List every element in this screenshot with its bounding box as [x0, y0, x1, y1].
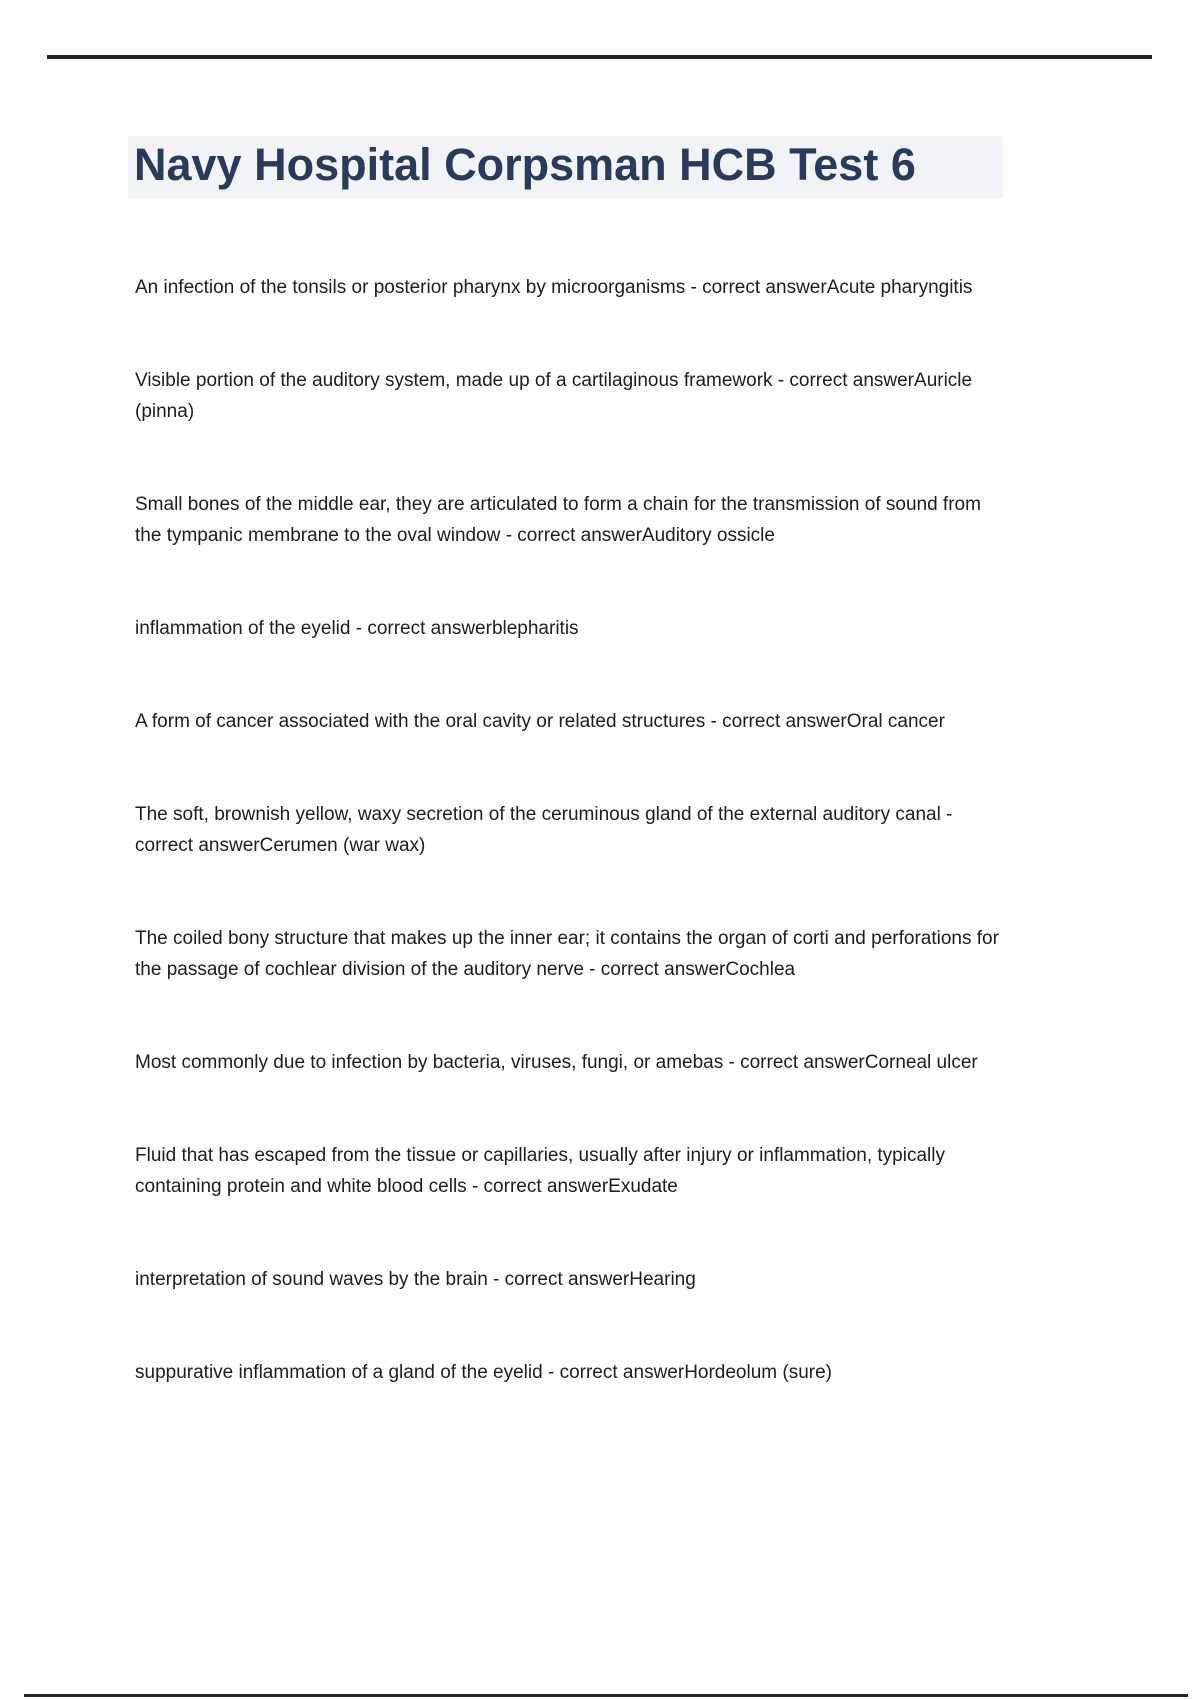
answer-text: blepharitis: [491, 618, 579, 639]
answer-separator: - correct answer: [705, 711, 847, 732]
qa-item: [135, 1140, 1003, 1202]
question-text: suppurative inflammation of a gland of the eyelid: [135, 1362, 543, 1383]
page-title: Navy Hospital Corpsman HCB Test 6: [128, 136, 1003, 198]
qa-list: [135, 272, 1003, 1450]
answer-separator: - correct answer: [135, 804, 953, 856]
qa-item: [135, 365, 1003, 427]
answer-text: Auricle (pinna): [135, 370, 973, 422]
question-text: The coiled bony structure that makes up the inner ear; it contains the organ of corti and perforations for the passage of cochlear division of the auditory nerve: [135, 928, 999, 980]
qa-item: [135, 706, 1003, 737]
answer-text: Oral cancer: [846, 711, 945, 732]
qa-item: [135, 1357, 1003, 1388]
answer-text: Hordeolum (sure): [684, 1362, 833, 1383]
question-text: inflammation of the eyelid: [135, 618, 351, 639]
question-text: Most commonly due to infection by bacteria, viruses, fungi, or amebas: [135, 1052, 724, 1073]
answer-text: Cerumen (war wax): [259, 835, 426, 856]
qa-item: [135, 613, 1003, 644]
answer-text: Acute pharyngitis: [826, 277, 973, 298]
answer-separator: - correct answer: [685, 277, 827, 298]
qa-item: [135, 1264, 1003, 1295]
question-text: An infection of the tonsils or posterior pharynx by microorganisms: [135, 277, 686, 298]
answer-text: Hearing: [629, 1269, 696, 1290]
question-text: The soft, brownish yellow, waxy secretion of the ceruminous gland of the external auditory canal: [135, 804, 941, 825]
answer-separator: - correct answer: [466, 1176, 609, 1197]
answer-separator: - correct answer: [487, 1269, 630, 1290]
question-text: interpretation of sound waves by the brain: [135, 1269, 488, 1290]
question-text: Visible portion of the auditory system, made up of a cartilaginous framework: [135, 370, 773, 391]
qa-item: [135, 923, 1003, 985]
answer-separator: - correct answer: [723, 1052, 865, 1073]
answer-text: Exudate: [608, 1176, 678, 1197]
qa-item: [135, 799, 1003, 861]
question-text: Fluid that has escaped from the tissue or capillaries, usually after injury or inflammation, typically containing protein and white blood cells: [135, 1145, 945, 1197]
answer-separator: - correct answer: [500, 525, 642, 546]
answer-separator: - correct answer: [542, 1362, 685, 1383]
answer-text: Corneal ulcer: [864, 1052, 978, 1073]
top-rule: [47, 55, 1152, 59]
qa-item: [135, 272, 1003, 303]
qa-item: [135, 489, 1003, 551]
answer-separator: - correct answer: [772, 370, 915, 391]
bottom-rule: [24, 1694, 1188, 1697]
question-text: A form of cancer associated with the oral cavity or related structures: [135, 711, 706, 732]
answer-separator: - correct answer: [350, 618, 492, 639]
answer-text: Auditory ossicle: [641, 525, 775, 546]
answer-text: Cochlea: [725, 959, 796, 980]
qa-item: [135, 1047, 1003, 1078]
answer-separator: - correct answer: [583, 959, 726, 980]
question-text: Small bones of the middle ear, they are articulated to form a chain for the transmission of sound from the tympanic membrane to the oval window: [135, 494, 981, 546]
